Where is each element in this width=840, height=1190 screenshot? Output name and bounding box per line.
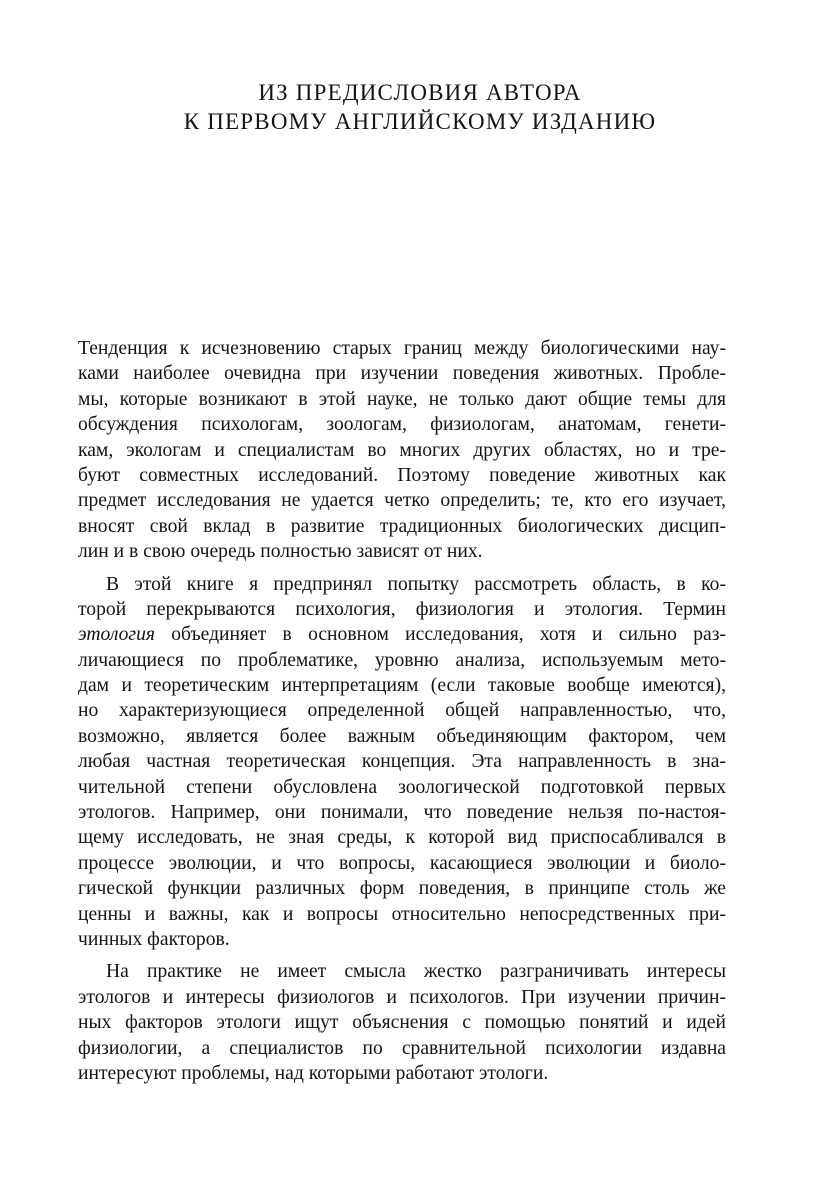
paragraph-line: вносят свой вклад в развитие традиционных биологических дисцип- [78, 515, 726, 537]
paragraph-line: мы, которые возникают в этой науке, не только дают общие темы для [78, 388, 726, 410]
line-rest: объединяет в основном исследования, хотя и сильно раз- [154, 624, 726, 646]
italic-term: этология [78, 624, 155, 646]
paragraph-line: торой перекрываются психология, физиология и этология. Термин [78, 598, 726, 620]
paragraph-line: возможно, является более важным объединяющим фактором, чем [78, 725, 726, 747]
body-text [78, 336, 726, 1086]
paragraph-line: ками наиболее очевидна при изучении поведения животных. Пробле- [78, 363, 726, 385]
paragraph-line: лин и в свою очередь полностью зависят от них. [78, 541, 483, 563]
paragraph-1 [78, 336, 726, 565]
paragraph-line: На практике не имеет смысла жестко разграничивать интересы [106, 961, 726, 983]
heading-line-2: К ПЕРВОМУ АНГЛИЙСКОМУ ИЗДАНИЮ [183, 109, 657, 134]
heading-line-1: ИЗ ПРЕДИСЛОВИЯ АВТОРА [258, 80, 582, 105]
paragraph-line: кам, экологам и специалистам во многих других областях, но и тре- [78, 439, 726, 461]
paragraph-spacer [78, 952, 726, 959]
paragraph-line: дам и теоретическим интерпретациям (если таковые вообще имеются), [78, 675, 726, 697]
paragraph-line: личающиеся по проблематике, уровню анализа, используемым мето- [78, 649, 726, 671]
paragraph-line: Тенденция к исчезновению старых границ между биологическими нау- [78, 338, 726, 359]
paragraph-line: но характеризующиеся определенной общей направленностью, что, [78, 700, 726, 722]
paragraph-line: этологов и интересы физиологов и психологов. При изучении причин- [78, 986, 726, 1008]
paragraph-line: любая частная теоретическая концепция. Эта направленность в зна- [78, 751, 726, 773]
paragraph-spacer [78, 565, 726, 572]
paragraph-line: буют совместных исследований. Поэтому поведение животных как [78, 464, 726, 486]
paragraph-3 [78, 959, 726, 1086]
paragraph-line: процессе эволюции, и что вопросы, касающиеся эволюции и биоло- [78, 852, 726, 874]
paragraph-line: В этой книге я предпринял попытку рассмотреть область, в ко- [106, 573, 726, 595]
paragraph-line: чительной степени обусловлена зоологической подготовкой первых [78, 776, 726, 798]
paragraph-line: щему исследовать, не зная среды, к которой вид приспосабливался в [78, 827, 726, 849]
paragraph-line: обсуждения психологам, зоологам, физиологам, анатомам, генети- [78, 414, 726, 436]
paragraph-line: ценны и важны, как и вопросы относительно непосредственных при- [78, 903, 726, 925]
paragraph-line-with-term [78, 622, 726, 647]
paragraph-line: предмет исследования не удается четко определить; те, кто его изучает, [78, 490, 726, 512]
paragraph-line: чинных факторов. [78, 928, 230, 950]
paragraph-line: интересуют проблемы, над которыми работают этологи. [78, 1062, 549, 1084]
paragraph-line: этологов. Например, они понимали, что поведение нельзя по-настоя- [78, 802, 726, 824]
paragraph-line: физиологии, а специалистов по сравнительной психологии издавна [78, 1037, 726, 1059]
paragraph-2 [78, 572, 726, 953]
section-heading [0, 78, 840, 136]
paragraph-line: гической функции различных форм поведения, в принципе столь же [78, 878, 726, 900]
paragraph-line: ных факторов этологи ищут объяснения с помощью понятий и идей [78, 1012, 726, 1034]
